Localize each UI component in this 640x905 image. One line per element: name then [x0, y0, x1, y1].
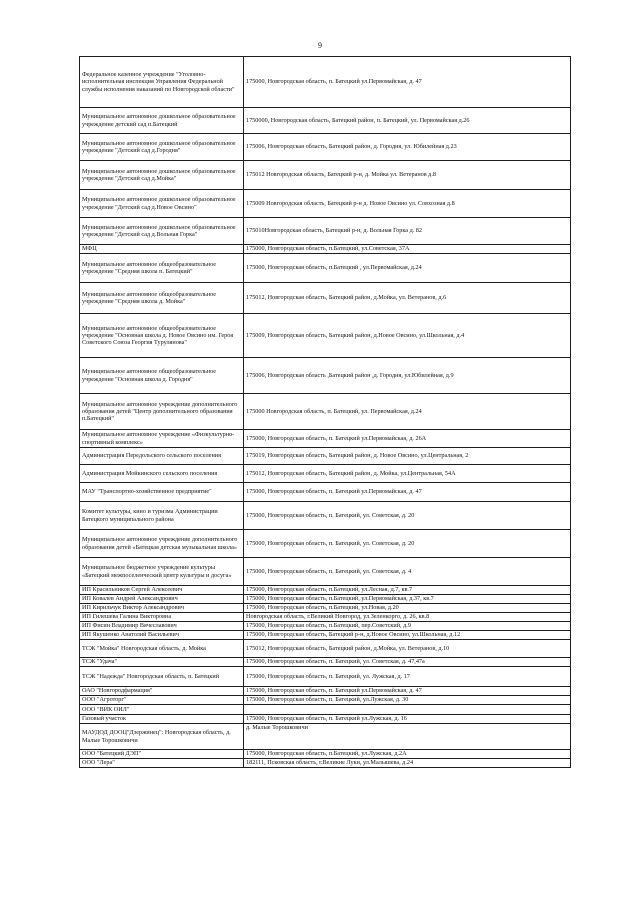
table-row — [80, 724, 571, 750]
organization-cell: ИП Гилешева Галина Викторовна — [80, 613, 244, 622]
address-cell: 175000, Новгородская область, п. Батецкий ул.Лужская, д. 16 — [244, 715, 571, 724]
organization-cell: ИП Ковалев Андрей Александрович — [80, 595, 244, 604]
organization-cell: Муниципальное автономное дошкольное образовательное учреждение детский сад п.Батецкий — [80, 108, 244, 134]
organization-cell: Муниципальное автономное дошкольное образовательное учреждение "Детский сад д.Мойка" — [80, 161, 244, 190]
table-row — [80, 254, 571, 283]
organization-cell: ИП Якушенко Анатолий Васильевич — [80, 631, 244, 640]
address-cell: 175012, Новгородская область, Батецкий район, д.Мойка, ул. Ветеранов, д.6 — [244, 283, 571, 314]
organization-cell: ТСЖ "Удача" — [80, 658, 244, 667]
organization-cell: Муниципальное автономное дошкольное образовательное учреждение "Детский сад д.Новое Овсино" — [80, 190, 244, 218]
address-cell: 175000, Новгородская область, п. Батецкий ул.Первомайская, д. 26А — [244, 430, 571, 448]
organization-cell: ООО "Лера" — [80, 759, 244, 768]
address-cell: 175000, Новгородская область, п. Батецкий, ул. Советская, д. 4 — [244, 558, 571, 586]
address-cell: 175006, Новгородская область ,Батецкий район ,д. Городня, ул.Юбилейная, д.9 — [244, 358, 571, 394]
address-cell: 175012, Новгородская область, Батецкий район, д. Мойка, ул.Центральная, 54А — [244, 465, 571, 483]
table-row — [80, 696, 571, 705]
table-row — [80, 750, 571, 759]
table-row — [80, 190, 571, 218]
organization-cell: Муниципальное автономное учреждение дополнительного образования детей "Центр дополнительного образования п.Батецкий" — [80, 394, 244, 430]
table-row — [80, 613, 571, 622]
address-cell: 175000, Новгородская область, п.Батецкий , ул.Первомайская, д.24 — [244, 254, 571, 283]
table-row — [80, 595, 571, 604]
organization-cell: Федеральное казенное учреждение "Уголовно-исполнительная инспекция Управления Федеральной службы исполнения наказаний по Новгородской области" — [80, 57, 244, 108]
organization-cell: ИП Красильников Сергей Алексеевич — [80, 586, 244, 595]
organization-cell: Муниципальное автономное учреждение дополнительного образования детей «Батецкая детская музыкальная школа» — [80, 530, 244, 558]
address-cell: 182111, Псковская область, г.Великие Луки, ул.Малышева, д.24 — [244, 759, 571, 768]
address-cell: 175000, Новгородская область, п.Батецкий, ул.Лесная, д.7, кв.7 — [244, 586, 571, 595]
address-cell: 175012, Новгородская область, Батецкий район, д.Мойка, ул. Ветеранов, д.10 — [244, 640, 571, 658]
address-cell: 175000, Новгородская область, п. Батецкий, ул. Советская, д. 20 — [244, 530, 571, 558]
organization-cell: ИП Фисин Владимир Вячеславович — [80, 622, 244, 631]
table-row — [80, 465, 571, 483]
table-row — [80, 314, 571, 358]
address-cell: 175000, Новгородская область, п.Батецкий, ул.Лужская, д.2А — [244, 750, 571, 759]
address-cell: 175009 Новгородская область, Батецкий р-н д. Новое Овсино ул. Совхозная д.8 — [244, 190, 571, 218]
table-row — [80, 622, 571, 631]
table-row — [80, 715, 571, 724]
address-cell: Новгородская область, г.Великий Новгород, ул.Зеленкорго, д. 26, кв.8 — [244, 613, 571, 622]
table-row — [80, 586, 571, 595]
address-cell: 175000 Новгородская область, п. Батецкий, ул. Первомайская, д.24 — [244, 394, 571, 430]
address-cell: 175000, Новгородская область, п.Батецкий, ул.Советская, 37А — [244, 245, 571, 254]
table-row — [80, 604, 571, 613]
address-cell: 175000, Новгородская область, п. Батецкий, ул.Лужская, д. 30 — [244, 696, 571, 705]
address-cell: 175000, Новгородская область, п. Батецкий, ул. Лужская, д. 17 — [244, 667, 571, 687]
address-cell: 175000, Новгородская область, п.Батецкий, ул.Первомайская, д.37, кв.7 — [244, 595, 571, 604]
address-cell: 175000, Новгородская область, п. Батецкий ул.Первомайская, д. 47 — [244, 57, 571, 108]
address-cell: 1750000, Новгородская область, Батецкий район, п. Батецкий, ул. Первомайская д.26 — [244, 108, 571, 134]
organization-cell: МФЦ — [80, 245, 244, 254]
organization-cell: Муниципальное автономное учреждение «Физкультурно-спортивный комплекс» — [80, 430, 244, 448]
organization-cell: ИП Кирильчук Виктор Александрович — [80, 604, 244, 613]
organization-cell: Администрация Мойкинского сельского поселения — [80, 465, 244, 483]
table-row — [80, 667, 571, 687]
address-cell: 175009, Новгородская область, Батецкий район, д.Новое Овсино, ул.Школьная, д.4 — [244, 314, 571, 358]
table-row — [80, 631, 571, 640]
table-row — [80, 759, 571, 768]
organization-cell: ООО "ВИК ОИЛ" — [80, 705, 244, 715]
organization-cell: ТСЖ "Надежда" Новгородская область, п. Батецкий — [80, 667, 244, 687]
table-row — [80, 218, 571, 245]
address-cell: 175000, Новгородская область, п. Батецкий, ул. Советская, д. 20 — [244, 502, 571, 530]
address-cell — [244, 705, 571, 715]
address-cell: 175000, Новгородская область, Батецкий р-н, д.Новое Овсино, ул.Школьная, д.12 — [244, 631, 571, 640]
organization-cell: Муниципальное автономное дошкольное образовательное учреждение "Детский сад д.Городня" — [80, 134, 244, 161]
organization-cell: Администрация Передольского сельского поселения — [80, 448, 244, 465]
table-row — [80, 483, 571, 502]
address-cell: 175000, Новгородская область, п. Батецкий ул.Первомайская, д. 47 — [244, 483, 571, 502]
table-row — [80, 705, 571, 715]
table-row — [80, 448, 571, 465]
table-row — [80, 358, 571, 394]
address-cell: 175010Новгородская область, Батецкий р-н, д. Вольная Горка д. 82 — [244, 218, 571, 245]
organization-cell: Муниципальное автономное дошкольное образовательное учреждение "Детский сад д.Вольная Горка" — [80, 218, 244, 245]
page-number: 9 — [318, 41, 322, 50]
address-cell: 175006, Новгородская область, Батецкий район, д. Городня, ул. Юбилейная д.23 — [244, 134, 571, 161]
table-row — [80, 134, 571, 161]
table-row — [80, 394, 571, 430]
table-row — [80, 502, 571, 530]
organization-cell: Муниципальное автономное общеобразовательное учреждение "Основная школа д. Новое Овсино им. Героя Советского Союза Георгия Турулянова" — [80, 314, 244, 358]
address-cell: д. Малые Торошковичи — [244, 724, 571, 750]
organization-cell: ООО "Агроторг" — [80, 696, 244, 705]
organization-cell: Муниципальное бюджетное учреждение культуры «Батецкий межпоселенческий центр культуры и досуга» — [80, 558, 244, 586]
address-cell: 175012 Новгородская область, Батецкий р-н, д. Мойка ул. Ветеранов д.8 — [244, 161, 571, 190]
address-cell: 175000, Новгородская область, п.Батецкий, ул.Новая, д.20 — [244, 604, 571, 613]
organization-cell: МАУ "Транспортно-хозяйственное предприятие" — [80, 483, 244, 502]
address-cell: 175000, Новгородская область, п. Батецкий, ул. Советская, д. 47,47а — [244, 658, 571, 667]
table-row — [80, 161, 571, 190]
organization-cell: Муниципальное автономное общеобразовательное учреждение "Средняя школа п. Батецкий" — [80, 254, 244, 283]
address-cell: 175019, Новгородская область, Батецкий район, д. Новое Овсино, ул.Центральная, 2 — [244, 448, 571, 465]
address-cell: 175000, Новгородская область, п.Батецкий, пер.Советский, д.9 — [244, 622, 571, 631]
table-row — [80, 658, 571, 667]
organization-cell: МАУДОД ДООЦ"Дзержинец": Новгородская область, д. Малые Торошковичи — [80, 724, 244, 750]
organizations-table — [79, 56, 571, 768]
table-row — [80, 245, 571, 254]
table-row — [80, 108, 571, 134]
organization-cell: Муниципальное автономное общеобразовательное учреждение "Средняя школа д. Мойка" — [80, 283, 244, 314]
organization-cell: Газовый участок — [80, 715, 244, 724]
organization-cell: Комитет культуры, кино и туризма Администрации Батецкого муниципального района — [80, 502, 244, 530]
table-row — [80, 558, 571, 586]
address-cell: 175000, Новгородская область, п. Батецкий ул.Первомайская, д. 47 — [244, 687, 571, 696]
table-row — [80, 430, 571, 448]
organization-cell: ТСЖ "Мойка" Новгородская область, д. Мойка — [80, 640, 244, 658]
table-row — [80, 687, 571, 696]
table-row — [80, 283, 571, 314]
table-row — [80, 530, 571, 558]
organization-cell: ОАО "Новгородфармация" — [80, 687, 244, 696]
table-row — [80, 640, 571, 658]
table-row — [80, 57, 571, 108]
organization-cell: Муниципальное автономное общеобразовательное учреждение "Основная школа д. Городня" — [80, 358, 244, 394]
organization-cell: ООО "Батецкий ДЭП" — [80, 750, 244, 759]
